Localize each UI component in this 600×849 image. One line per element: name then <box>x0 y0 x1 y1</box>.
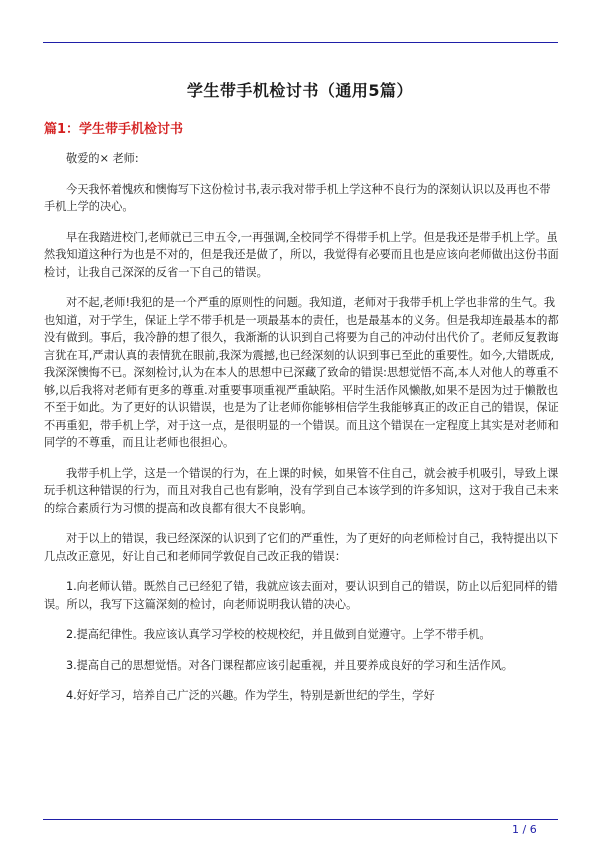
header-rule <box>43 42 558 43</box>
paragraph-4: 我带手机上学，这是一个错误的行为，在上课的时候，如果管不住自己，就会被手机吸引，导致上课玩手机这种错误的行为，而且对我自己也有影响，没有学到自己本该学到的许多知识，这对于我自己未来的综合素质行为习惯的提高和改良都有很大不良影响。 <box>44 466 559 515</box>
paragraph-6: 1.向老师认错。既然自己已经犯了错，我就应该去面对，要认识到自己的错误，防止以后犯同样的错误。所以，我写下这篇深刻的检讨，向老师说明我认错的决心。 <box>44 580 558 611</box>
paragraph-8: 3.提高自己的思想觉悟。对各门课程都应该引起重视，并且要养成良好的学习和生活作风。 <box>66 658 513 672</box>
section-heading: 篇1：学生带手机检讨书 <box>44 122 184 137</box>
paragraph-9: 4.好好学习，培养自己广泛的兴趣。作为学生，特别是新世纪的学生，学好 <box>66 689 435 702</box>
paragraph-3: 对不起,老师!我犯的是一个严重的原则性的问题。我知道，老师对于我带手机上学也非常的生气。我也知道，对于学生，保证上学不带手机是一项最基本的责任，也是最基本的义务。但是我却连最基本的都没有做到。事后，我冷静的想了很久，我渐渐的认识到自己将要为自己的冲动付出代价了。老师反复教诲言犹在耳,严肃认真的表情犹在眼前,我深为震撼,也已经深刻的认识到事已至此的重要性。如今,大错既成,我深深懊悔不已。深刻检讨,认为在本人的思想中已深藏了致命的错误:思想觉悟不高,本人对他人的尊重不够,以后我将对老师有更多的尊重.对重要事项重视严重缺陷。平时生活作风懒散,如果不是因为过于懒散也不至于如此。为了更好的认识错误，也是为了让老师你能够相信学生我能够真正的改正自己的错误，保证不再重犯，带手机上学，对于这一点，是很明显的一个错误。而且这个错误在一定程度上其实是对老师和同学的不尊重，而且让老师也很担心。 <box>44 296 559 449</box>
paragraph-1: 今天我怀着愧疚和懊悔写下这份检讨书,表示我对带手机上学这种不良行为的深刻认识以及再也不带手机上学的决心。 <box>44 182 551 213</box>
page-number: 1 / 6 <box>512 823 537 836</box>
document-title: 学生带手机检讨书（通用5篇） <box>186 81 414 100</box>
paragraph-greeting: 敬爱的× 老师: <box>66 152 139 165</box>
paragraph-5: 对于以上的错误，我已经深深的认识到了它们的严重性，为了更好的向老师检讨自己，我特提出以下几点改正意见，好让自己和老师同学敦促自己改正我的错误： <box>44 532 559 563</box>
paragraph-2: 早在我踏进校门,老师就已三申五令,一再强调,全校同学不得带手机上学。但是我还是带手机上学。虽然我知道这种行为也是不对的，但是我还是做了，所以，我觉得有必要而且也是应该向老师做出这份书面检讨，让我自己深深的反省一下自己的错误。 <box>44 230 559 279</box>
footer-rule <box>43 819 558 820</box>
paragraph-7: 2.提高纪律性。我应该认真学习学校的校规校纪，并且做到自觉遵守。上学不带手机。 <box>66 628 491 641</box>
document-body <box>44 150 560 718</box>
